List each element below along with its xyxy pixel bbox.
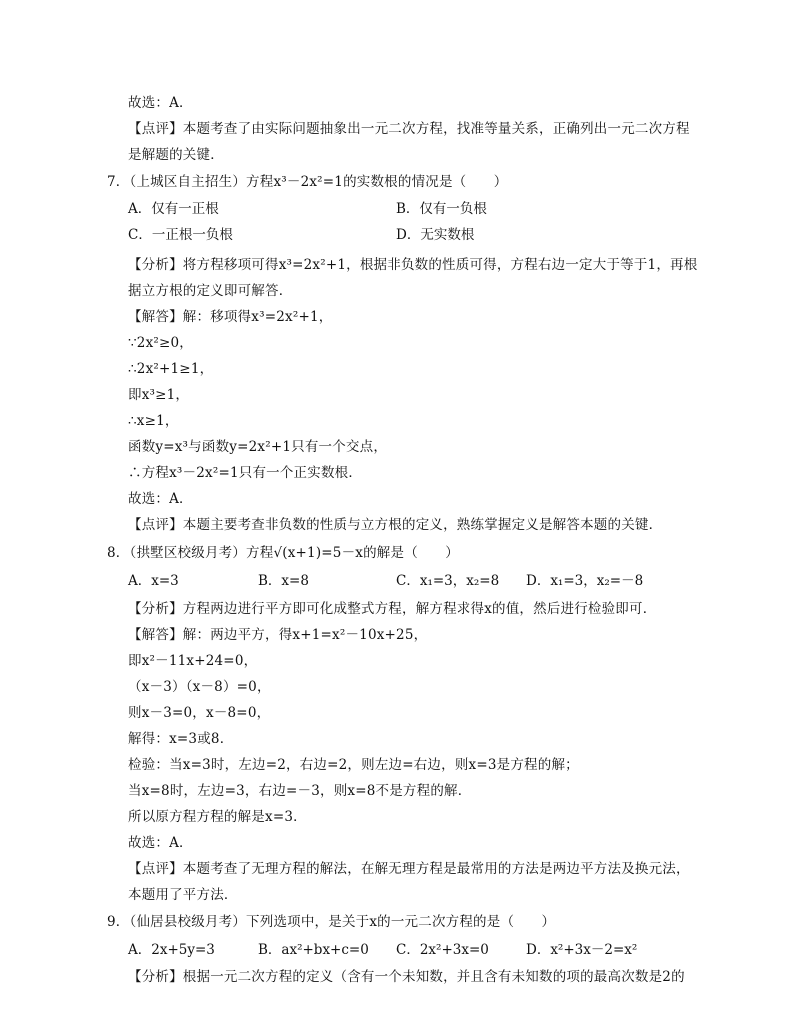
text-line: 故选：A． — [128, 835, 193, 851]
text-line: 【点评】本题主要考查非负数的性质与立方根的定义，熟练掌握定义是解答本题的关键． — [128, 517, 663, 533]
question-stem: 9．（仙居县校级月考）下列选项中，是关于x的一元二次方程的是（ ） — [107, 914, 556, 930]
text-line: 【分析】方程两边进行平方即可化成整式方程，解方程求得x的值，然后进行检验即可． — [128, 601, 657, 617]
answer-option: B．x=8 — [258, 573, 309, 589]
answer-option: B．仅有一负根 — [396, 201, 487, 217]
text-line: 【分析】根据一元二次方程的定义（含有一个未知数，并且含有未知数的项的最高次数是2的 — [128, 969, 685, 985]
text-line: 【点评】本题考查了由实际问题抽象出一元二次方程，找准等量关系，正确列出一元二次方程 — [128, 121, 690, 137]
answer-option: A．x=3 — [128, 573, 179, 589]
text-line: 本题用了平方法． — [128, 887, 238, 903]
answer-option: C．2x²+3x=0 — [396, 942, 489, 958]
text-line: 即x³≥1， — [128, 387, 190, 403]
answer-option: D．无实数根 — [396, 227, 475, 243]
answer-option: C．一正根一负根 — [128, 227, 233, 243]
text-line: ∴2x²+1≥1， — [128, 361, 214, 377]
answer-option: D．x²+3x－2=x² — [526, 942, 638, 958]
text-line: 解得：x=3或8． — [128, 731, 234, 747]
text-line: 函数y=x³与函数y=2x²+1只有一个交点， — [128, 439, 388, 455]
answer-option: D．x₁=3，x₂=－8 — [526, 573, 644, 589]
text-line: （x－3）（x－8）=0， — [128, 679, 271, 695]
question-stem: 8．（拱墅区校级月考）方程√(x+1)=5－x的解是（ ） — [107, 545, 460, 561]
answer-option: A．仅有一正根 — [128, 201, 219, 217]
answer-option: A．2x+5y=3 — [128, 942, 215, 958]
answer-option: B．ax²+bx+c=0 — [258, 942, 369, 958]
text-line: 故选：A． — [128, 491, 193, 507]
text-line: 【解答】解：移项得x³=2x²+1， — [128, 309, 333, 325]
text-line: 【解答】解：两边平方，得x+1=x²－10x+25， — [128, 627, 428, 643]
text-line: ∵2x²≥0， — [128, 335, 194, 351]
text-line: ∴x≥1， — [128, 413, 179, 429]
text-line: 当x=8时，左边=3，右边=－3，则x=8不是方程的解． — [128, 783, 472, 799]
text-line: 则x－3=0，x－8=0， — [128, 705, 271, 721]
text-line: 据立方根的定义即可解答． — [128, 283, 293, 299]
answer-option: C．x₁=3，x₂=8 — [396, 573, 500, 589]
text-line: 【点评】本题考查了无理方程的解法，在解无理方程是最常用的方法是两边平方法及换元法， — [128, 861, 690, 877]
question-stem: 7．（上城区自主招生）方程x³－2x²=1的实数根的情况是（ ） — [107, 174, 508, 190]
text-line: 故选：A． — [128, 95, 193, 111]
text-line: 即x²－11x+24=0， — [128, 653, 258, 669]
text-line: ∴方程x³－2x²=1只有一个正实数根． — [128, 465, 363, 481]
text-line: 【分析】将方程移项可得x³=2x²+1，根据非负数的性质可得，方程右边一定大于等于1，再根 — [128, 257, 698, 273]
text-line: 是解题的关键． — [128, 147, 224, 163]
text-line: 所以原方程方程的解是x=3． — [128, 809, 307, 825]
text-line: 检验：当x=3时，左边=2，右边=2，则左边=右边，则x=3是方程的解； — [128, 757, 579, 773]
